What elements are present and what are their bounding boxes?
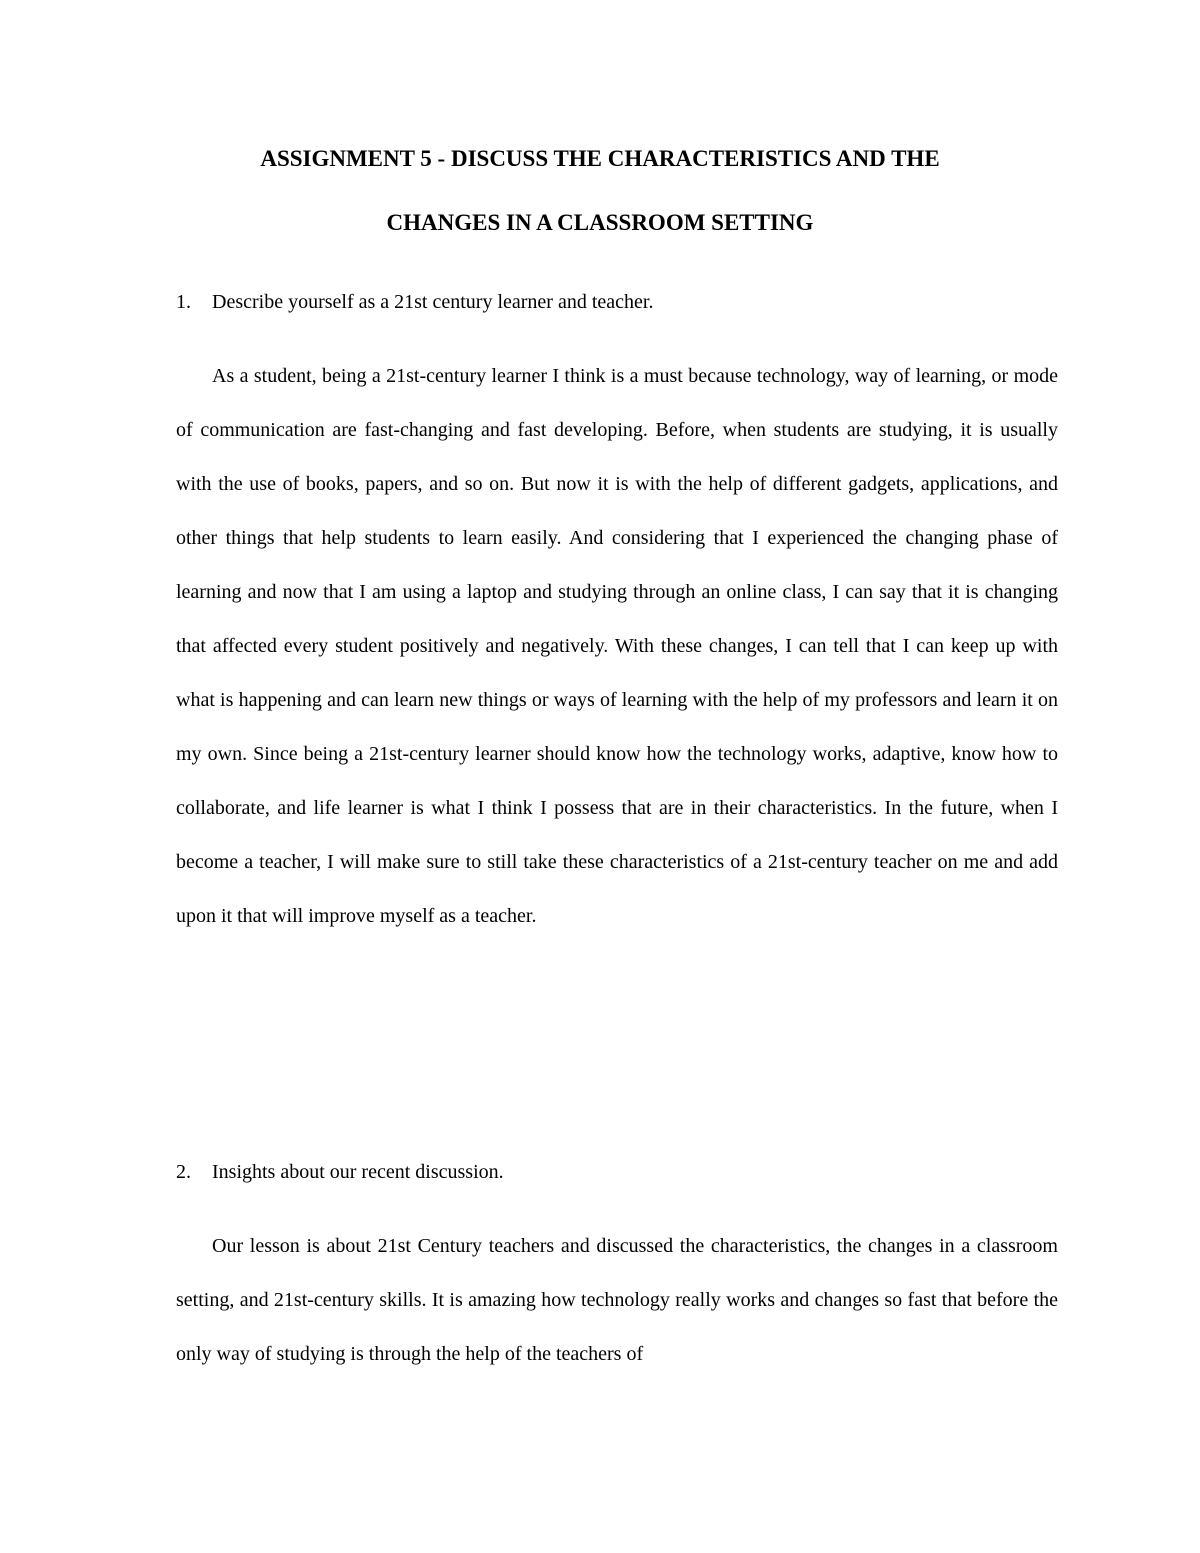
document-title-line-2: CHANGES IN A CLASSROOM SETTING <box>386 210 814 235</box>
document-title-line-1: ASSIGNMENT 5 - DISCUSS THE CHARACTERISTICS AND THE <box>260 146 940 171</box>
answer-1-paragraph: As a student, being a 21st-century learner I think is a must because technology, way of learning, or mode of communication are fast-changing and fast developing. Before, when students are studying, it is usually with the use of books, papers, and so on. But now it is with the help of different gadgets, applications, and other things that help students to learn easily. And considering that I experienced the changing phase of learning and now that I am using a laptop and studying through an online class, I can say that it is changing that affected every student positively and negatively. With these changes, I can tell that I can keep up with what is happening and can learn new things or ways of learning with the help of my professors and learn it on my own. Since being a 21st-century learner should know how the technology works, adaptive, know how to collaborate, and life learner is what I think I possess that are in their characteristics. In the future, when I become a teacher, I will make sure to still take these characteristics of a 21st-century teacher on me and add upon it that will improve myself as a teacher. <box>176 365 1058 927</box>
question-2-number: 2. <box>176 1161 191 1183</box>
answer-2-paragraph: Our lesson is about 21st Century teachers and discussed the characteristics, the changes in a classroom setting, and 21st-century skills. It is amazing how technology really works and changes so fast that before the only way of studying is through the help of the teachers of <box>176 1235 1058 1365</box>
question-1-number: 1. <box>176 291 191 313</box>
question-2-text: Insights about our recent discussion. <box>212 1161 504 1183</box>
question-1-text: Describe yourself as a 21st century learner and teacher. <box>212 291 654 313</box>
question-2 <box>176 1162 504 1182</box>
question-1 <box>176 292 653 312</box>
